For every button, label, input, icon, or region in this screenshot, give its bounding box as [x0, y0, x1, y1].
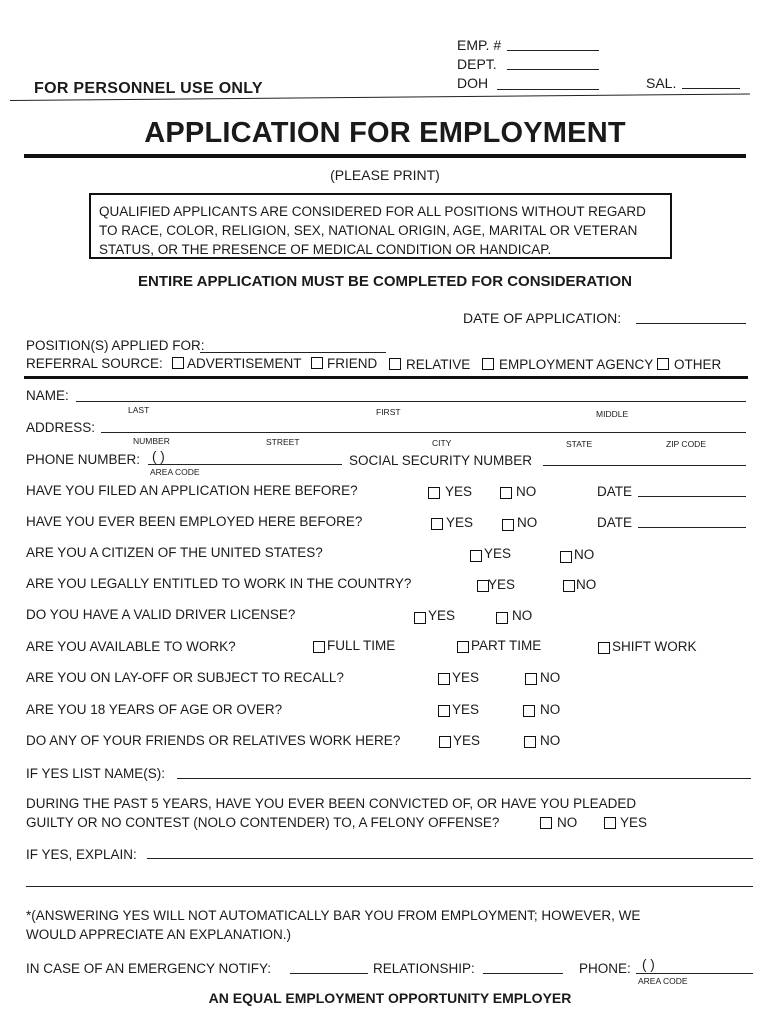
- full-time-label: FULL TIME: [327, 638, 396, 653]
- name-field[interactable]: [76, 401, 746, 402]
- friends-no-checkbox[interactable]: [524, 736, 536, 748]
- referral-relative-label: RELATIVE: [406, 357, 471, 372]
- emergency-phone-label: PHONE:: [579, 961, 631, 976]
- completion-notice: ENTIRE APPLICATION MUST BE COMPLETED FOR CONSIDERATION: [138, 273, 632, 290]
- felony-yes-checkbox[interactable]: [604, 817, 616, 829]
- employed-date-field[interactable]: [638, 527, 746, 528]
- position-label: POSITION(S) APPLIED FOR:: [26, 338, 205, 353]
- referral-other-label: OTHER: [674, 357, 722, 372]
- layoff-yes-checkbox[interactable]: [438, 673, 450, 685]
- please-print: (PLEASE PRINT): [330, 167, 440, 183]
- sal-label: SAL.: [646, 75, 677, 91]
- age-no-checkbox[interactable]: [523, 705, 535, 717]
- employed-date-label: DATE: [597, 515, 633, 530]
- phone-label: PHONE NUMBER:: [26, 452, 141, 467]
- friends-no-label: NO: [540, 733, 561, 748]
- employed-no-label: NO: [517, 515, 538, 530]
- explain-field-1[interactable]: [147, 858, 753, 859]
- name-label: NAME:: [26, 388, 69, 403]
- emergency-contact-field[interactable]: [290, 973, 368, 974]
- employed-no-checkbox[interactable]: [502, 519, 514, 531]
- shift-work-label: SHIFT WORK: [612, 639, 697, 654]
- referral-label: REFERRAL SOURCE:: [26, 356, 163, 371]
- date-of-application-field[interactable]: [636, 323, 746, 324]
- address-label: ADDRESS:: [26, 420, 96, 435]
- filed-yes-label: YES: [445, 484, 473, 499]
- answering-note-line-1: *(ANSWERING YES WILL NOT AUTOMATICALLY BAR YOU FROM EMPLOYMENT; HOWEVER, WE: [26, 908, 641, 923]
- notice-line-1: QUALIFIED APPLICANTS ARE CONSIDERED FOR ALL POSITIONS WITHOUT REGARD: [99, 204, 646, 219]
- referral-relative-checkbox[interactable]: [389, 358, 401, 370]
- relationship-label: RELATIONSHIP:: [373, 961, 475, 976]
- referral-advertisement-label: ADVERTISEMENT: [187, 356, 302, 371]
- friends-question: DO ANY OF YOUR FRIENDS OR RELATIVES WORK HERE?: [26, 733, 401, 748]
- emergency-area-code-caption: AREA CODE: [638, 976, 688, 986]
- part-time-label: PART TIME: [471, 638, 542, 653]
- emp-field[interactable]: [507, 50, 599, 51]
- part-time-checkbox[interactable]: [457, 641, 469, 653]
- license-no-label: NO: [512, 608, 533, 623]
- explain-field-2[interactable]: [26, 886, 753, 887]
- equal-opportunity-notice: [89, 193, 672, 259]
- emp-label: EMP. #: [457, 37, 502, 53]
- if-yes-names-label: IF YES LIST NAME(S):: [26, 766, 166, 781]
- phone-area-code-caption: AREA CODE: [150, 467, 200, 477]
- felony-yes-label: YES: [620, 815, 648, 830]
- doh-label: DOH: [457, 75, 489, 91]
- address-state-caption: STATE: [566, 439, 593, 449]
- section-rule: [24, 376, 748, 379]
- felony-no-label: NO: [557, 815, 578, 830]
- address-number-caption: NUMBER: [133, 436, 170, 446]
- employed-before-question: HAVE YOU EVER BEEN EMPLOYED HERE BEFORE?: [26, 514, 363, 529]
- layoff-question: ARE YOU ON LAY-OFF OR SUBJECT TO RECALL?: [26, 670, 344, 685]
- doh-field[interactable]: [497, 89, 599, 90]
- date-of-application-label: DATE OF APPLICATION:: [463, 310, 622, 326]
- employed-yes-label: YES: [446, 515, 474, 530]
- name-last-caption: LAST: [128, 405, 150, 415]
- relationship-field[interactable]: [483, 973, 563, 974]
- filed-before-question: HAVE YOU FILED AN APPLICATION HERE BEFORE?: [26, 483, 358, 498]
- sal-field[interactable]: [682, 88, 740, 89]
- answering-note-line-2: WOULD APPRECIATE AN EXPLANATION.): [26, 927, 292, 942]
- position-field[interactable]: [200, 352, 386, 353]
- entitled-no-label: NO: [576, 577, 597, 592]
- name-middle-caption: MIDDLE: [596, 409, 629, 419]
- employed-yes-checkbox[interactable]: [431, 518, 443, 530]
- emergency-phone-field[interactable]: [636, 973, 753, 974]
- for-personnel-use-only: FOR PERSONNEL USE ONLY: [34, 80, 263, 97]
- layoff-no-label: NO: [540, 670, 561, 685]
- filed-date-label: DATE: [597, 484, 633, 499]
- layoff-yes-label: YES: [452, 670, 480, 685]
- felony-question-line-1: DURING THE PAST 5 YEARS, HAVE YOU EVER BEEN CONVICTED OF, OR HAVE YOU PLEADED: [26, 796, 637, 811]
- explain-label: IF YES, EXPLAIN:: [26, 847, 137, 862]
- age-question: ARE YOU 18 YEARS OF AGE OR OVER?: [26, 702, 283, 717]
- address-street-caption: STREET: [266, 437, 300, 447]
- referral-friend-checkbox[interactable]: [311, 357, 323, 369]
- citizen-yes-checkbox[interactable]: [470, 550, 482, 562]
- page-title: APPLICATION FOR EMPLOYMENT: [144, 117, 626, 149]
- filed-yes-checkbox[interactable]: [428, 487, 440, 499]
- entitled-no-checkbox[interactable]: [563, 580, 575, 592]
- equal-opportunity-footer: AN EQUAL EMPLOYMENT OPPORTUNITY EMPLOYER: [208, 990, 572, 1006]
- felony-no-checkbox[interactable]: [540, 817, 552, 829]
- available-question: ARE YOU AVAILABLE TO WORK?: [26, 639, 236, 654]
- license-yes-checkbox[interactable]: [414, 612, 426, 624]
- age-no-label: NO: [540, 702, 561, 717]
- license-no-checkbox[interactable]: [496, 612, 508, 624]
- friends-yes-checkbox[interactable]: [439, 736, 451, 748]
- shift-work-checkbox[interactable]: [598, 642, 610, 654]
- entitled-yes-label: YES: [488, 577, 516, 592]
- phone-parens: ( ): [152, 449, 165, 464]
- layoff-no-checkbox[interactable]: [525, 673, 537, 685]
- names-field[interactable]: [177, 778, 751, 779]
- referral-agency-checkbox[interactable]: [482, 358, 494, 370]
- filed-no-label: NO: [516, 484, 537, 499]
- friends-yes-label: YES: [453, 733, 481, 748]
- name-first-caption: FIRST: [376, 407, 401, 417]
- felony-question-line-2: GUILTY OR NO CONTEST (NOLO CONTENDER) TO, A FELONY OFFENSE?: [26, 815, 500, 830]
- emergency-label: IN CASE OF AN EMERGENCY NOTIFY:: [26, 961, 272, 976]
- license-yes-label: YES: [428, 608, 456, 623]
- emergency-phone-parens: ( ): [642, 957, 655, 972]
- citizen-no-checkbox[interactable]: [560, 551, 572, 563]
- age-yes-label: YES: [452, 702, 480, 717]
- age-yes-checkbox[interactable]: [438, 705, 450, 717]
- dept-field[interactable]: [507, 69, 599, 70]
- dept-label: DEPT.: [457, 56, 497, 72]
- filed-date-field[interactable]: [638, 496, 746, 497]
- ssn-field[interactable]: [543, 465, 746, 466]
- filed-no-checkbox[interactable]: [500, 487, 512, 499]
- citizen-no-label: NO: [574, 547, 595, 562]
- phone-field[interactable]: [148, 464, 342, 465]
- notice-line-2: TO RACE, COLOR, RELIGION, SEX, NATIONAL ORIGIN, AGE, MARITAL OR VETERAN: [99, 223, 638, 238]
- license-question: DO YOU HAVE A VALID DRIVER LICENSE?: [26, 607, 296, 622]
- address-city-caption: CITY: [432, 438, 452, 448]
- title-rule: [24, 154, 746, 158]
- citizen-yes-label: YES: [484, 546, 512, 561]
- referral-other-checkbox[interactable]: [657, 358, 669, 370]
- address-zip-caption: ZIP CODE: [666, 439, 706, 449]
- entitled-question: ARE YOU LEGALLY ENTITLED TO WORK IN THE COUNTRY?: [26, 576, 412, 591]
- referral-agency-label: EMPLOYMENT AGENCY: [499, 357, 654, 372]
- notice-line-3: STATUS, OR THE PRESENCE OF MEDICAL CONDITION OR HANDICAP.: [99, 242, 552, 257]
- referral-advertisement-checkbox[interactable]: [172, 357, 184, 369]
- address-field[interactable]: [101, 432, 746, 433]
- referral-friend-label: FRIEND: [327, 356, 378, 371]
- full-time-checkbox[interactable]: [313, 641, 325, 653]
- citizen-question: ARE YOU A CITIZEN OF THE UNITED STATES?: [26, 545, 323, 560]
- ssn-label: SOCIAL SECURITY NUMBER: [349, 453, 533, 468]
